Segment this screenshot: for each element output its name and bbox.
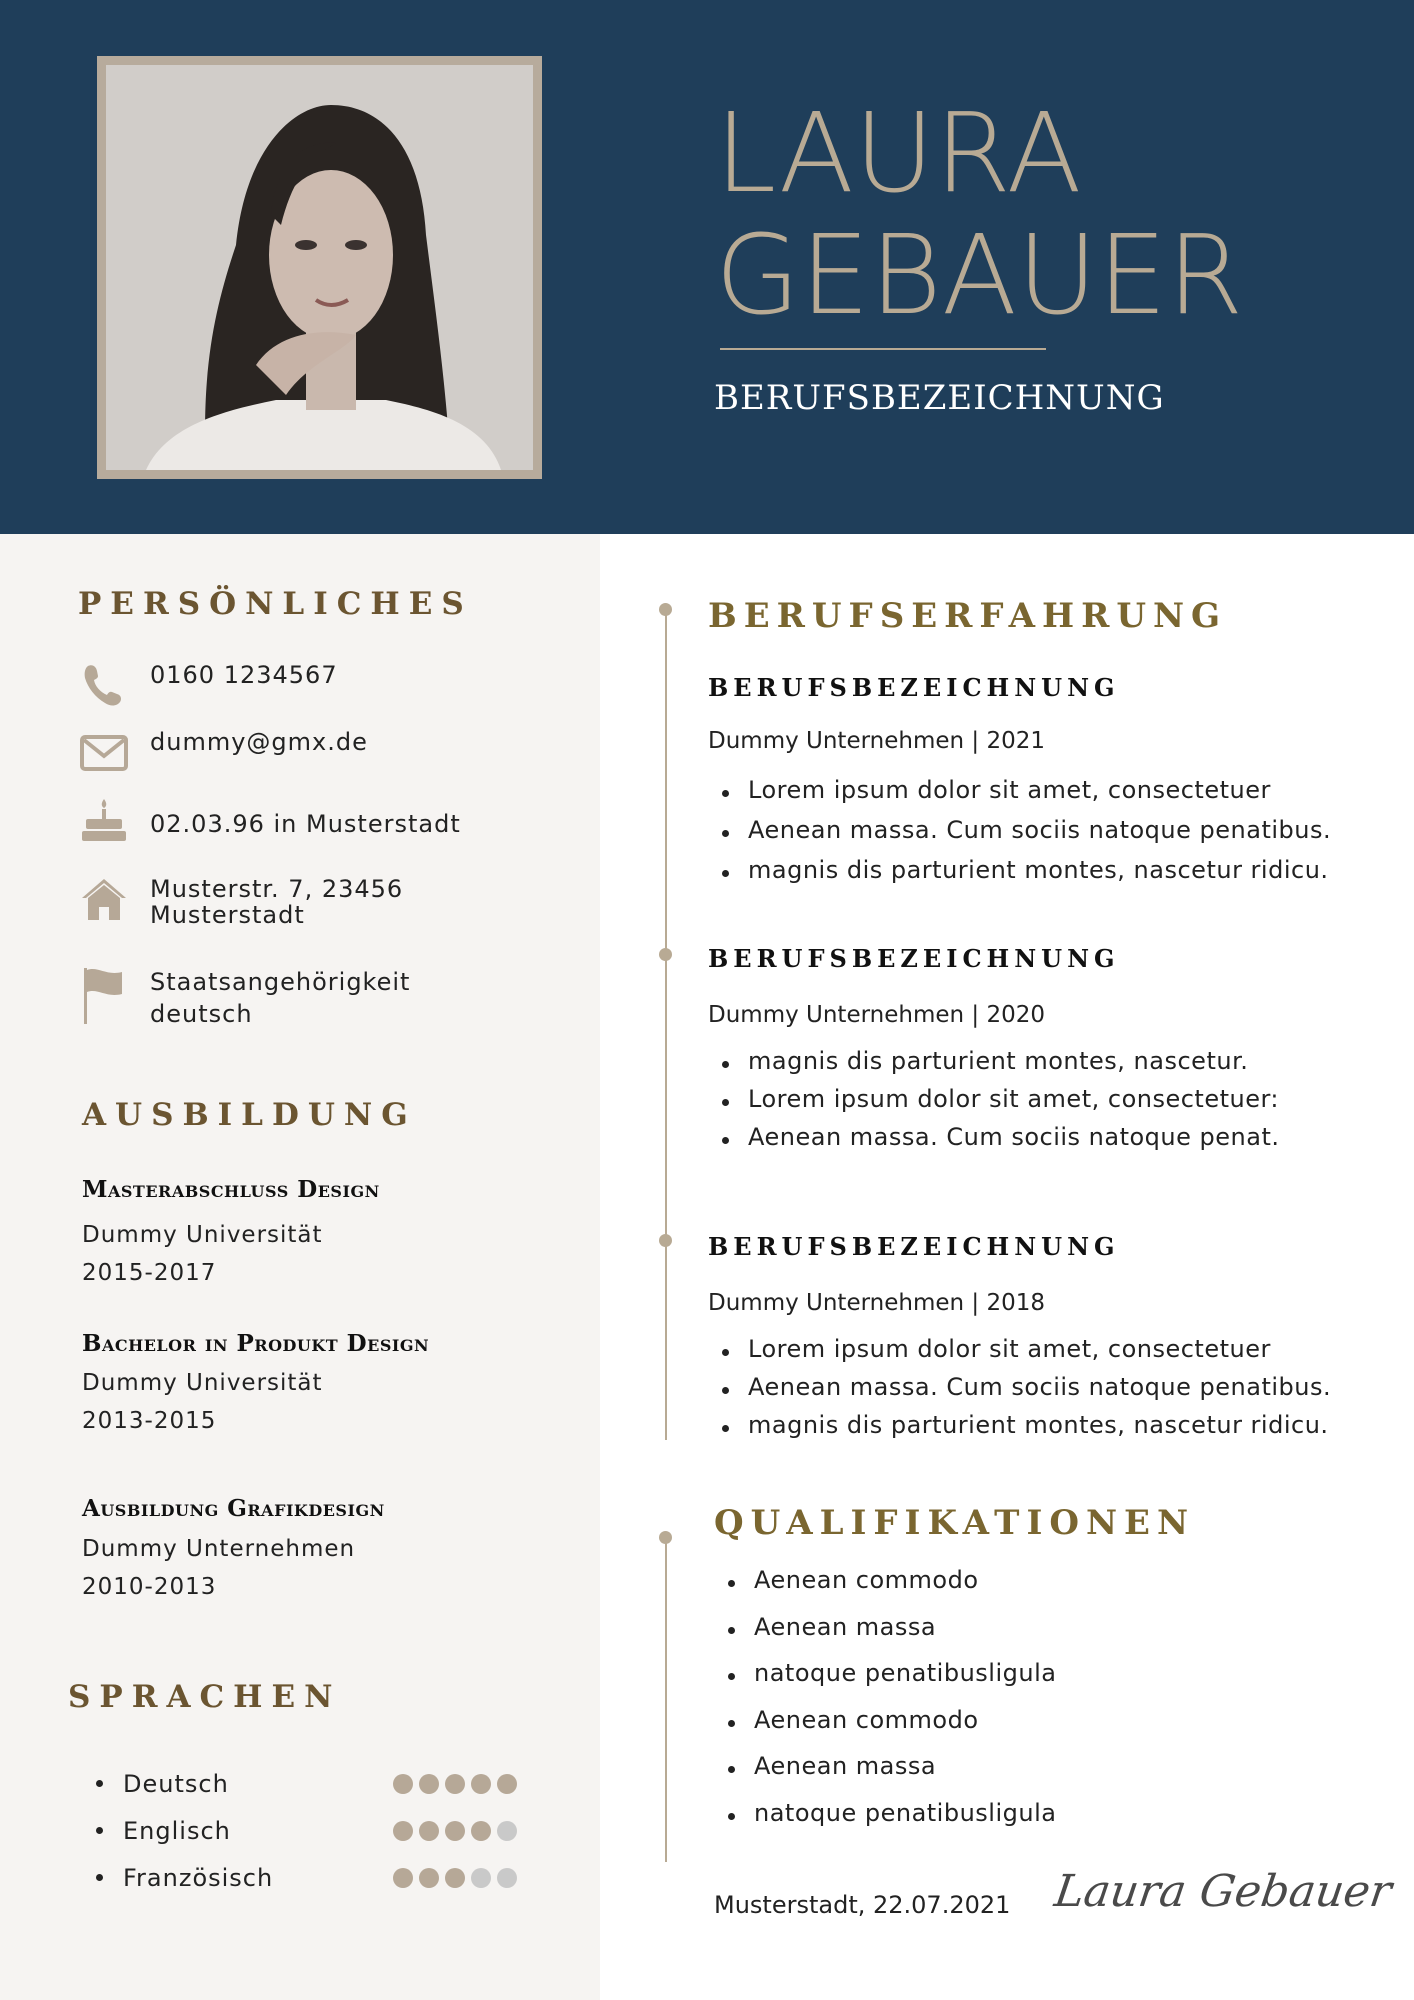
header-banner [0, 0, 1414, 534]
phone-number: 0160 1234567 [150, 661, 338, 689]
level-dot-filled [393, 1868, 413, 1888]
qualification-list [728, 1566, 1056, 1845]
level-dot-empty [471, 1868, 491, 1888]
job-bullet: Aenean massa. Cum sociis natoque penatibus. [722, 816, 1331, 856]
job-bullet: Aenean massa. Cum sociis natoque penatibus. [722, 1373, 1331, 1411]
language-level [393, 1821, 517, 1841]
job-bullet: magnis dis parturient montes, nascetur. [722, 1047, 1279, 1085]
education-institution-2: Dummy Universität [82, 1370, 323, 1396]
language-list [96, 1760, 526, 1901]
job-title-3: BERUFSBEZEICHNUNG [708, 1232, 1120, 1261]
address-street: Musterstr. 7, 23456 [150, 875, 404, 903]
flag-icon [80, 966, 128, 1026]
education-years-3: 2010-2013 [82, 1574, 217, 1600]
nationality [150, 966, 410, 1030]
timeline-dot [659, 1234, 672, 1247]
education-institution-1: Dummy Universität [82, 1222, 323, 1248]
place-and-date: Musterstadt, 22.07.2021 [714, 1891, 1011, 1919]
portrait-photo [106, 65, 533, 470]
language-row [96, 1807, 526, 1854]
qualification-item: Aenean commodo [728, 1566, 1056, 1613]
header-job-title: BERUFSBEZEICHNUNG [714, 378, 1165, 418]
name-divider [720, 348, 1046, 350]
language-name: Englisch [123, 1816, 231, 1845]
language-name: Französisch [123, 1863, 274, 1892]
qualification-item: natoque penatibusligula [728, 1659, 1056, 1706]
level-dot-empty [497, 1821, 517, 1841]
education-institution-3: Dummy Unternehmen [82, 1536, 356, 1562]
level-dot-filled [471, 1821, 491, 1841]
section-title-personal: PERSÖNLICHES [78, 586, 473, 622]
section-title-experience: BERUFSERFAHRUNG [708, 596, 1228, 636]
education-degree-1: Masterabschluss Design [82, 1176, 380, 1203]
language-level [393, 1774, 517, 1794]
profile-photo-frame [97, 56, 542, 479]
nationality-value: deutsch [150, 1000, 253, 1028]
info-nationality [80, 966, 410, 1030]
education-degree-3: Ausbildung Grafikdesign [82, 1495, 385, 1522]
job-company-3: Dummy Unternehmen | 2018 [708, 1290, 1045, 1316]
qualification-item: Aenean commodo [728, 1706, 1056, 1753]
first-name: LAURA [715, 89, 1082, 217]
job-bullet: magnis dis parturient montes, nascetur ridicu. [722, 1411, 1331, 1449]
job-bullet: Lorem ipsum dolor sit amet, consectetuer: [722, 1085, 1279, 1123]
level-dot-filled [445, 1774, 465, 1794]
education-years-2: 2013-2015 [82, 1408, 217, 1434]
address [150, 876, 403, 928]
info-birth [80, 797, 461, 843]
timeline-dot [659, 603, 672, 616]
level-dot-empty [497, 1868, 517, 1888]
language-level [393, 1868, 517, 1888]
bullet [96, 1780, 103, 1787]
job-company-1: Dummy Unternehmen | 2021 [708, 728, 1045, 754]
birth-date: 02.03.96 in Musterstadt [150, 810, 461, 838]
experience-timeline [665, 612, 667, 1440]
level-dot-filled [471, 1774, 491, 1794]
timeline-dot [659, 1531, 672, 1544]
education-degree-2: Bachelor in Produkt Design [82, 1330, 430, 1357]
level-dot-filled [419, 1774, 439, 1794]
bullet [96, 1827, 103, 1834]
job-bullet: Lorem ipsum dolor sit amet, consectetuer [722, 1335, 1331, 1373]
language-row [96, 1760, 526, 1807]
timeline-dot [659, 948, 672, 961]
language-name: Deutsch [123, 1769, 229, 1798]
job-bullets-2 [722, 1047, 1279, 1161]
qualification-item: natoque penatibusligula [728, 1799, 1056, 1846]
signature: Laura Gebauer [1051, 1866, 1395, 1917]
level-dot-filled [393, 1774, 413, 1794]
bullet [96, 1874, 103, 1881]
education-years-1: 2015-2017 [82, 1260, 217, 1286]
email-address: dummy@gmx.de [150, 728, 368, 756]
job-title-2: BERUFSBEZEICHNUNG [708, 944, 1120, 973]
job-bullets-3 [722, 1335, 1331, 1449]
section-title-qualifications: QUALIFIKATIONEN [714, 1503, 1196, 1543]
language-row [96, 1854, 526, 1901]
job-bullet: magnis dis parturient montes, nascetur ridicu. [722, 856, 1331, 896]
info-address [80, 876, 403, 928]
job-bullet: Lorem ipsum dolor sit amet, consectetuer [722, 776, 1331, 816]
mail-icon [80, 729, 128, 775]
job-bullet: Aenean massa. Cum sociis natoque penat. [722, 1123, 1279, 1161]
job-company-2: Dummy Unternehmen | 2020 [708, 1002, 1045, 1028]
job-bullets-1 [722, 776, 1331, 896]
section-title-languages: SPRACHEN [68, 1679, 342, 1715]
level-dot-filled [497, 1774, 517, 1794]
info-phone [80, 662, 338, 708]
level-dot-filled [419, 1821, 439, 1841]
phone-icon [80, 662, 128, 708]
level-dot-filled [393, 1821, 413, 1841]
birthday-cake-icon [80, 797, 128, 843]
level-dot-filled [419, 1868, 439, 1888]
qualifications-timeline [665, 1540, 667, 1862]
section-title-education: AUSBILDUNG [82, 1097, 417, 1133]
home-icon [80, 876, 128, 922]
nationality-label: Staatsangehörigkeit [150, 968, 411, 996]
level-dot-filled [445, 1868, 465, 1888]
level-dot-filled [445, 1821, 465, 1841]
qualification-item: Aenean massa [728, 1613, 1056, 1660]
info-email [80, 729, 368, 775]
job-title-1: BERUFSBEZEICHNUNG [708, 673, 1120, 702]
qualification-item: Aenean massa [728, 1752, 1056, 1799]
address-city: Musterstadt [150, 901, 305, 929]
last-name: GEBAUER [715, 211, 1244, 339]
